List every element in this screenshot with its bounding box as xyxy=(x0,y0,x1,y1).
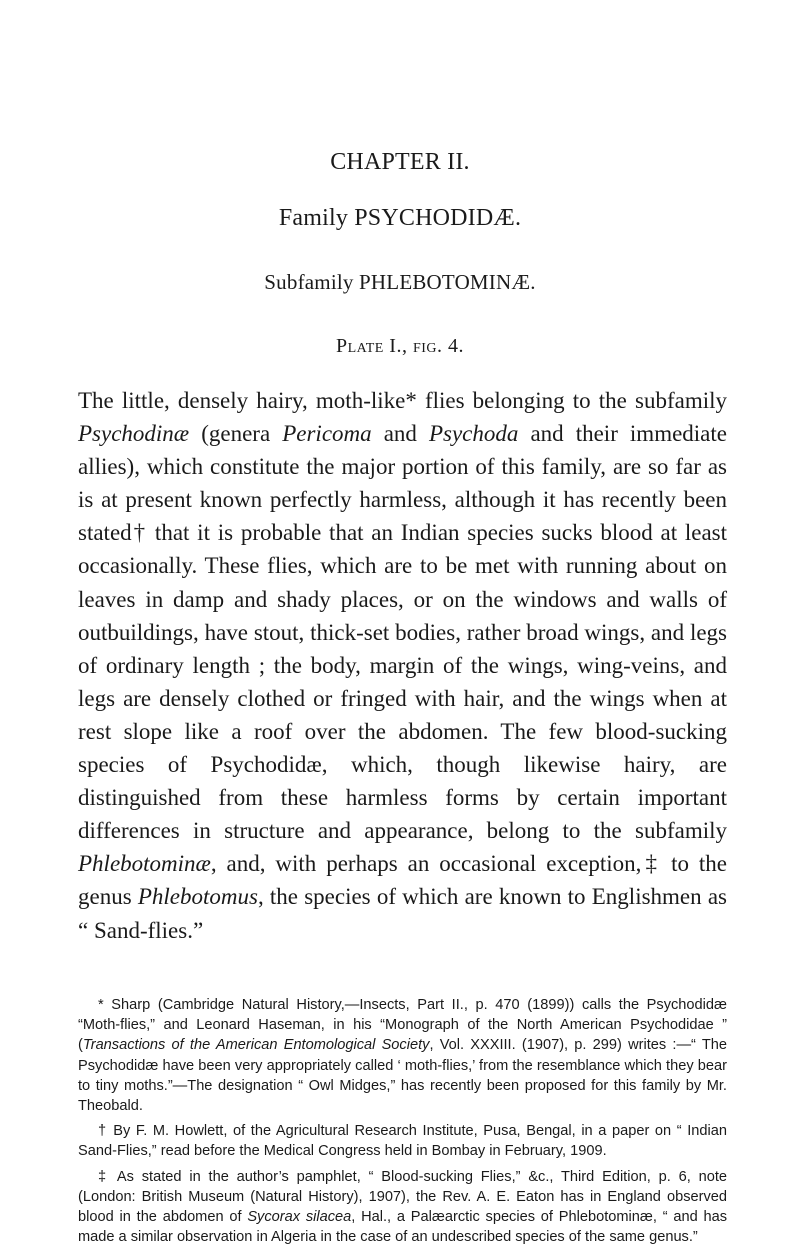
body-text-run: and xyxy=(371,421,429,447)
footnote-dagger: † By F. M. Howlett, of the Agricultural Research Institute, Pusa, Bengal, in a paper on “ Indian Sand-Flies,” read before the Medical Congress held in Bombay in February, 1909. xyxy=(78,1123,727,1160)
body-text-run: and their immediate allies), which constitute the major portion of this family, are so far as is at present known perfectly harmless, although it has recently been stated† that it is probable that an Indian species sucks blood at least occasionally. These flies, which are to be met with running about on leaves in damp and shady places, or on the windows and walls of outbuildings, have stout, thick-set bodies, rather broad wings, and legs of ordinary length ; the body, margin of the wings, wing-veins, and legs are densely clothed or fringed with hair, and the wings when at rest slope like a roof over the abdomen. The few blood-sucking species of Psychodidæ, which, though likewise hairy, are distinguished from these harmless forms by certain important differences in structure and appearance, belong to the subfamily xyxy=(78,421,727,844)
footnote-text-run: , Hal., a Palæarctic species of Phlebotominæ, “ and has made a similar observation in Algeria in the case of an undescribed species of the same genus.” xyxy=(78,1209,728,1246)
taxon-phlebotominae: Phlebotominæ xyxy=(78,851,211,877)
body-text-run: , and, with perhaps an occasional exception,‡ to the genus xyxy=(78,851,727,910)
taxon-psychodinae: Psychodinæ xyxy=(78,421,190,447)
chapter-heading: CHAPTER II. xyxy=(330,149,470,175)
footnote-text-run: , Vol. XXXIII. (1907), p. 299) writes :—“ The Psychodidæ have been very appropriately called ‘ moth-flies,’ from the resemblance which they bear to tiny moths.”—The designation “ Owl Midges,” has recently been proposed for this family by Mr. Theobald. xyxy=(78,1037,728,1115)
body-text-run: The little, densely hairy, moth-like* flies belonging to the subfamily xyxy=(78,388,727,413)
plate-reference xyxy=(0,335,800,358)
body-text-run: , the species of which are known to Englishmen as “ Sand-flies.” xyxy=(78,884,727,943)
family-heading: Family PSYCHODIDÆ. xyxy=(278,205,522,231)
footnote-asterisk xyxy=(78,995,727,1116)
taxon-phlebotomus: Phlebotomus xyxy=(137,884,258,910)
footnote-text-run: * Sharp (Cambridge Natural History,—Insects, Part II., p. 470 (1899)) calls the Psychodidæ “Moth-flies,” and Leonard Haseman, in his “Monograph of the North American Psychodidae ” ( xyxy=(78,997,727,1054)
footnote-text-run: ‡ As stated in the author’s pamphlet, “ Blood-sucking Flies,” &c., Third Edition, p. 6, note (London: British Museum (Natural History), 1907), the Rev. A. E. Eaton has in England observed blood in the abdomen of xyxy=(78,1168,727,1226)
body-text-run: (genera xyxy=(189,421,283,447)
plate-reference-text: Plate I., fig. 4. xyxy=(335,335,465,357)
footnote-double-dagger xyxy=(78,1167,727,1248)
taxon-pericoma: Pericoma xyxy=(282,421,372,447)
body-paragraph xyxy=(78,384,727,947)
journal-title: Transactions of the American Entomological Society xyxy=(82,1037,430,1054)
taxon-sycorax-silacea: Sycorax silacea xyxy=(247,1209,352,1226)
footnotes xyxy=(78,995,727,1252)
subfamily-heading: Subfamily PHLEBOTOMINÆ. xyxy=(264,270,536,294)
taxon-psychoda: Psychoda xyxy=(428,421,519,447)
